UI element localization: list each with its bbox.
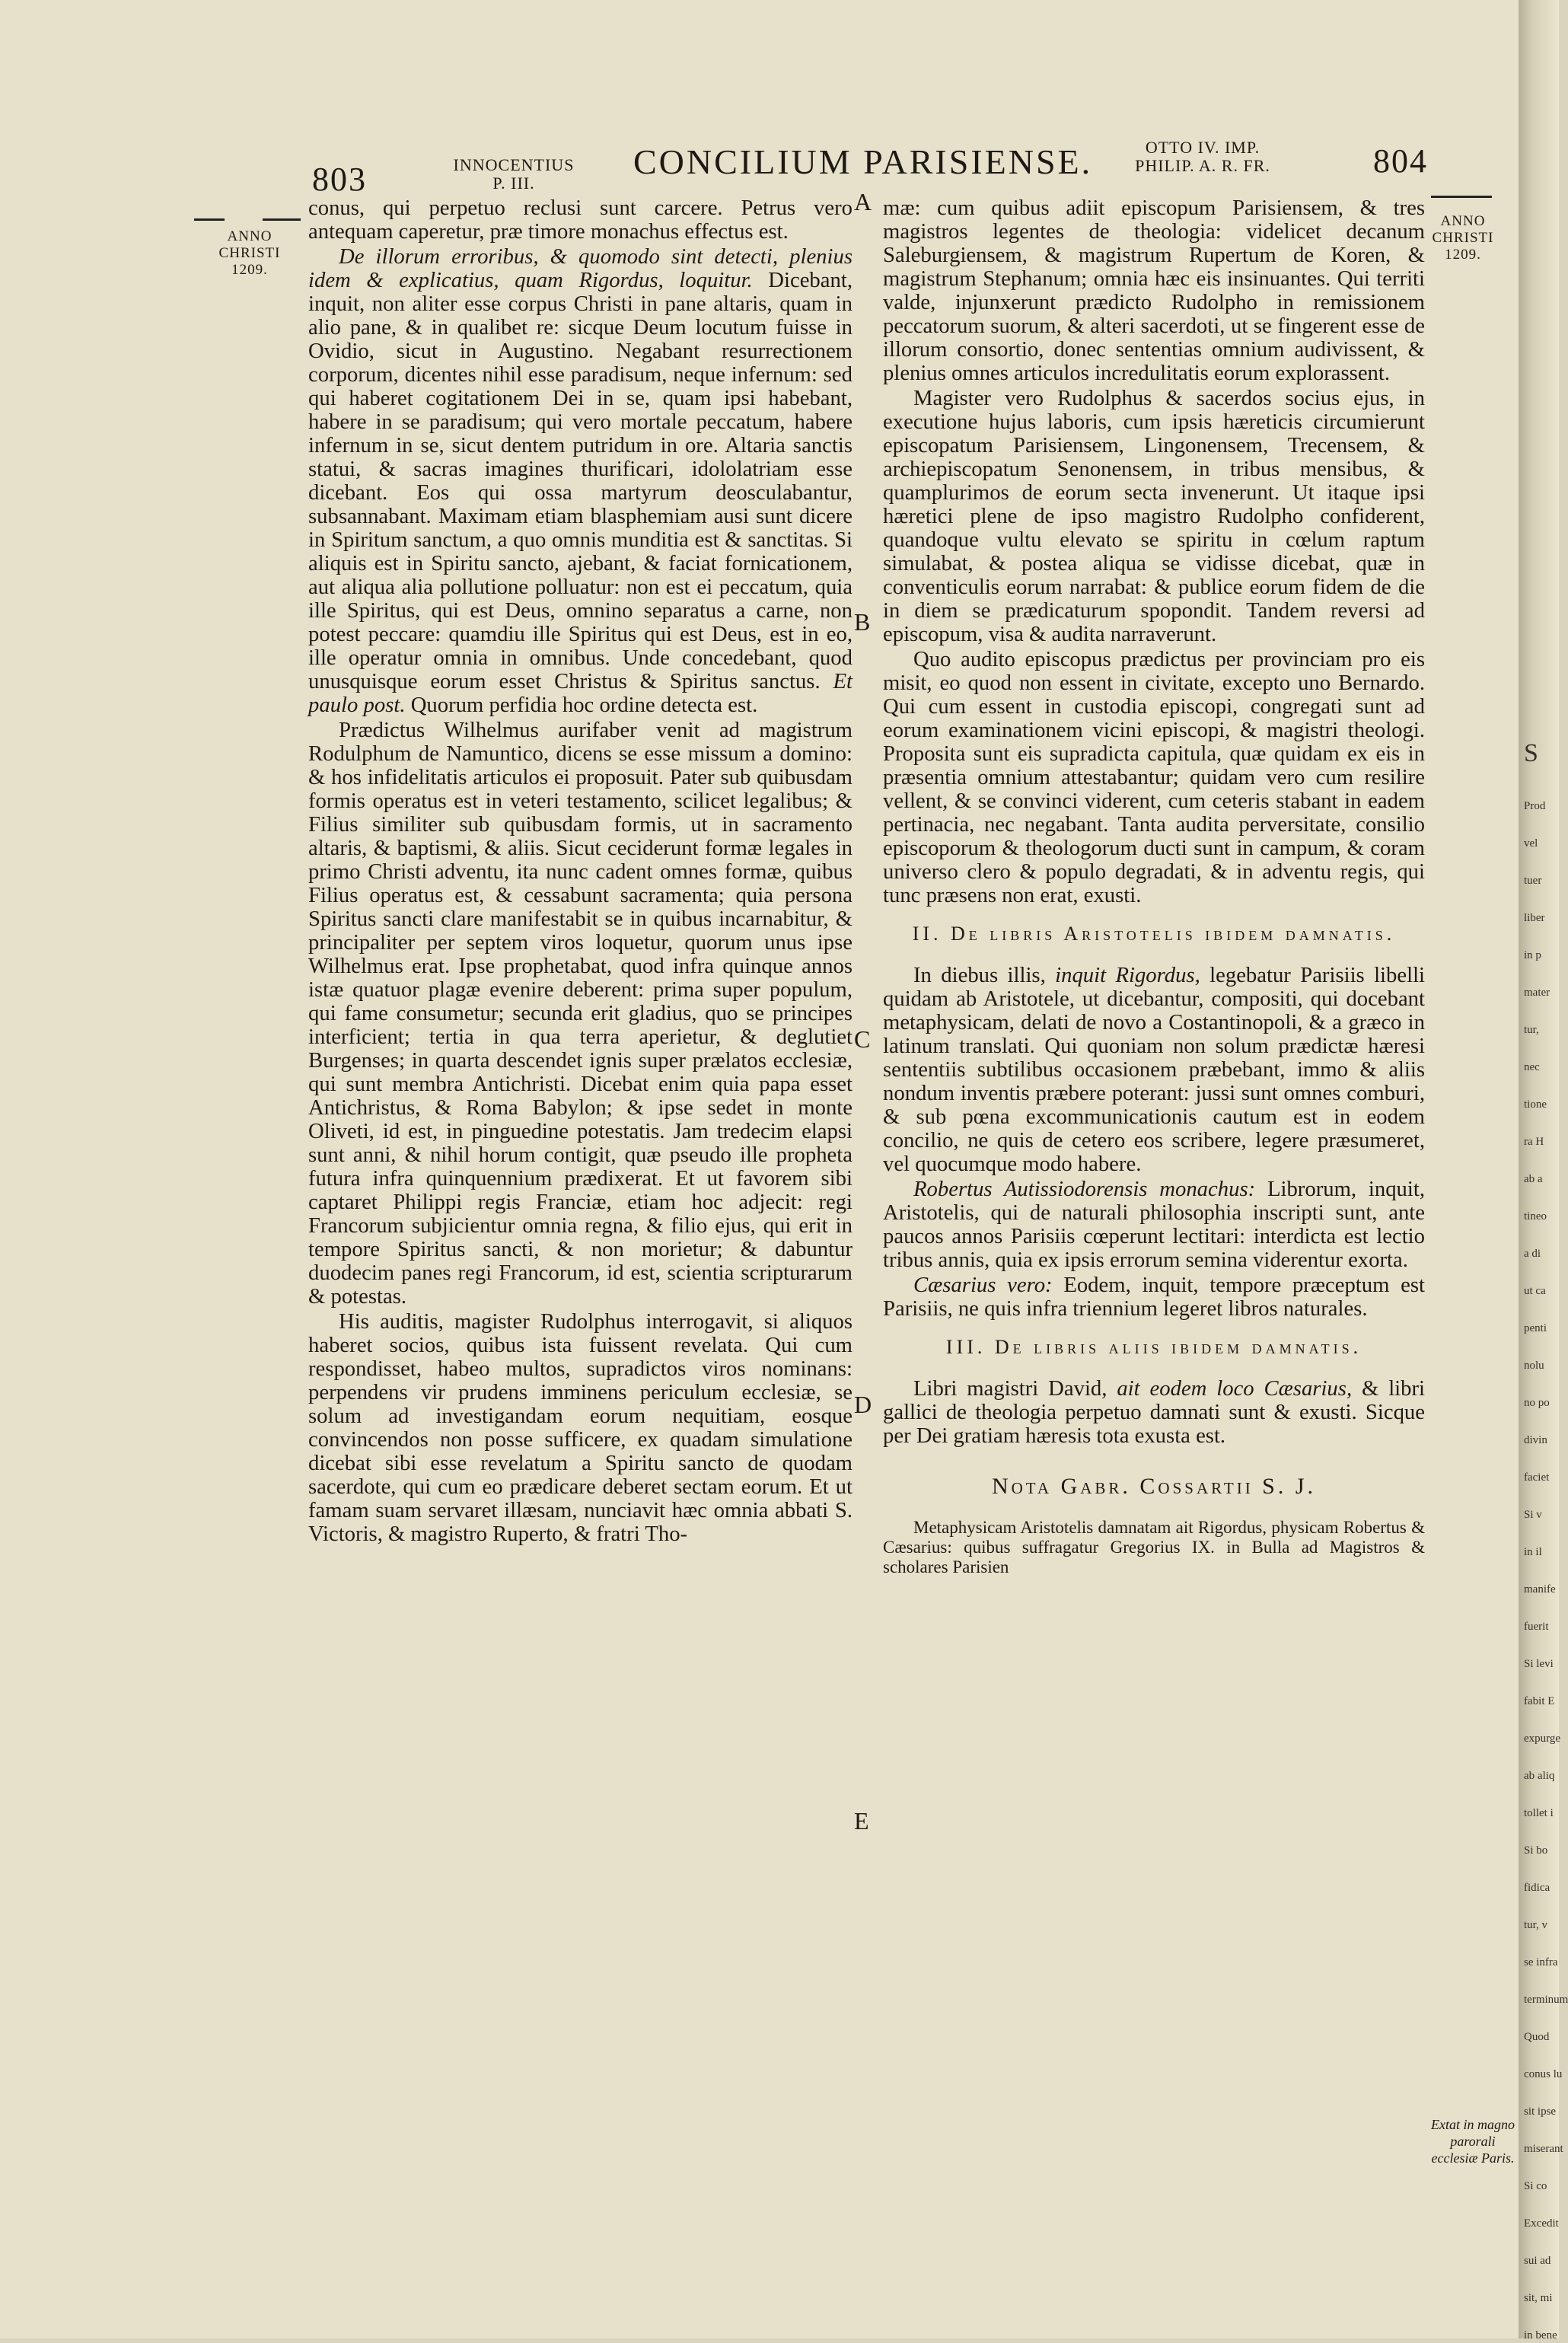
neighbor-fragment: sit ipse <box>1524 2106 1557 2118</box>
neighbor-fragment: tione <box>1524 1098 1547 1111</box>
nota-heading: Nota Gabr. Cossartii S. J. <box>991 1474 1317 1499</box>
neighbor-fragment: Quod <box>1524 2031 1550 2043</box>
right-p3: Quo audito episcopus prædictus per provinciam pro eis misit, eo quod non essent in civitate, excepto uno Bernardo. Qui cum essent in custodia episcopi, congregati sunt ad eorum examinationem vicini episcopi, & magistri theologi. Proposita sunt eis supradicta capitula, quæ quidam ex eis in præsentia omnium attestabantur; quidam vero cum resilire vellent, & se convinci viderent, cum ceteris stabant in eadem pertinacia, nec negabant. Tanta audita perversitate, consilio episcoporum & theologorum ducti sunt in campum, & coram universo clero & populo degradati, & in adventu regis, qui tunc præsens non erat, exusti. <box>883 647 1425 907</box>
neighbor-fragment: manife <box>1524 1583 1556 1595</box>
neighbor-fragment: Si bo <box>1524 1844 1548 1857</box>
right-p4-italic: inquit Rigordus, <box>1055 963 1200 987</box>
running-head-right <box>1111 139 1294 175</box>
neighbor-fragment: in bene <box>1524 2329 1557 2341</box>
right-p4-b: legebatur Parisiis libelli quidam ab Aristotele, ut dicebantur, compositi, qui docebant metaphysicam, delati de novo a Costantinopoli, & a græco in latinum translati. Qui quoniam non solum prædictæ hæresi sententiis subtilibus occasionem præbebant, immo & aliis nondum inventis præbere poterant: jussi sunt omnes comburi, & sub pœna excommunicationis cautum est in eodem concilio, ne quis de cetero eos scribere, legere præsumeret, vel quocumque modo habere. <box>883 963 1426 1176</box>
right-p7-b: & libri gallici de theologia perpetuo damnati sunt & exusti. Sicque per Dei gratiam hæresis tota exusta est. <box>883 1376 1426 1448</box>
right-p5-italic: Robertus Autissiodorensis monachus: <box>913 1177 1256 1201</box>
right-p4 <box>883 964 1425 1176</box>
neighbor-fragment: Si levi <box>1524 1658 1554 1670</box>
running-head-left-line2: P. III. <box>492 174 535 193</box>
right-p4-a: In diebus illis, <box>913 963 1046 987</box>
section-mark-c: C <box>854 1025 871 1053</box>
right-p5 <box>883 1178 1425 1272</box>
right-p1: mæ: cum quibus adiit episcopum Parisiensem, & tres magistros legentes de theologia: videlicet decanum Saleburgiensem, & magistrum Rupertum de Koren, & magistrum Stephanum; omnia hæc eis insinuantes. Qui territi valde, injunxerunt prædicto Rudolpho in remissionem peccatorum suorum, & alteri sacerdoti, ut se fingerent esse de illorum consortio, donec sententias omnium audivissent, & plenius omnes articulos incredulitatis eorum explorassent. <box>883 196 1425 385</box>
anno-left-label: ANNO <box>227 228 272 244</box>
neighbor-fragment: nec <box>1524 1061 1540 1073</box>
right-p6 <box>883 1274 1425 1321</box>
section-mark-d: D <box>854 1391 872 1418</box>
neighbor-fragment: faciet <box>1524 1471 1550 1484</box>
left-p2-text: Dicebant, inquit, non aliter esse corpus Christi in pane altaris, quam in alio pane, & in qualibet re: sicque Deum locutum fuisse in Ovidio, sicut in Augustino. Negabant resurrectionem corporum, dicentes nihil esse paradisum, neque infernum: sed qui haberet cogitationem Dei in se, quam ipsi habebant, habere in se paradisum; qui vero mortale peccatum, habere infernum in se, sicut dentem putridum in ore. Altaria sanctis statui, & sacras imagines thurificari, idololatriam esse dicebant. Eos qui ossa martyrum deosculabantur, subsannabant. Maximam etiam blasphemiam ausi sunt dicere in Spiritum sanctum, a quo omnis munditia est & sanctitas. Si aliquis est in Spiritu sancto, ajebant, & faciat fornicationem, aut aliqua alia pollutione polluatur: non est ei peccatum, quia ille Spiritus, qui est Deus, omnino separatus a carne, non potest peccare: quamdiu ille Spiritus qui est Deus, est in eo, ille operatur omnia in omnibus. Unde concedebant, quod unusquisque eorum esset Christus & Spiritus sanctus. <box>308 268 853 693</box>
margin-note: Extat in magno parorali ecclesiæ Paris. <box>1431 2117 1515 2166</box>
page-number-right: 804 <box>1373 142 1428 180</box>
neighbor-fragment: no po <box>1524 1397 1550 1409</box>
neighbor-fragment: tur, v <box>1524 1919 1548 1931</box>
right-p6-italic: Cæsarius vero: <box>913 1273 1053 1297</box>
right-p6-text: Eodem, inquit, tempore præceptum est Parisiis, ne quis infra triennium legeret libros naturales. <box>883 1273 1426 1321</box>
anno-left-christi: CHRISTI <box>218 245 281 261</box>
header-rule-left <box>194 218 225 221</box>
neighbor-fragment: se infra <box>1524 1956 1558 1968</box>
header-rule-left-2 <box>263 218 301 221</box>
left-p4: His auditis, magister Rudolphus interrogavit, si aliquos haberet socios, quibus ista fuissent revelata. Qui cum respondisset, habeo multos, supradictos viros nominans: perpendens vir prudens imminens periculum ecclesiæ, se solum ad investigandam eorum nequitiam, eosque convincendos non posse sufficere, ex quadam simulatione dicebat sibi esse revelatum a Spiritu sancto de quodam sacerdote, qui cum eo prædicare deberet sectam eorum. Et ut famam suam servaret illæsam, nunciavit hæc omnia abbati S. Victoris, & magistro Ruperto, & fratri Tho- <box>308 1309 853 1546</box>
left-p3: Prædictus Wilhelmus aurifaber venit ad magistrum Rodulphum de Namuntico, dicens se esse missum a domino: & hos infidelitatis articulos ei proposuit. Pater sub quibusdam formis operatus est in veteri testamento, scilicet legalibus; & Filius similiter sub quibusdam formis, ut in sacramento altaris, & baptismi, & aliis. Sicut ceciderunt formæ legales in primo Christi adventu, ita nunc cadent omnes formæ, quibus Filius operatus est, & cessabunt sacramenta; quia persona Spiritus sancti clare manifestabit se in quibus incarnabitur, & principaliter per septem viros loquetur, quorum unus ipse Wilhelmus erat. Ipse prophetabat, quod infra quinque annos istæ quatuor plagæ evenire deberent: prima super populum, qui fame consumetur; secunda erit gladius, quo se principes interficient; tertia in qua terra aperietur, & deglutiet Burgenses; in quarta descendet ignis super prælatos ecclesiæ, qui sunt membra Antichristi. Dicebat enim quia papa esset Antichristus, & Roma Babylon; & ipse sedet in monte Oliveti, id est, in pinguedine potestatis. Jam tredecim elapsi sunt anni, & nihil horum contigit, quæ pseudo ille propheta futura infra quinquennium prædixerat. Et ut favorem sibi captaret Philippi regis Franciæ, etiam hoc adjecit: regi Francorum subjicientur omnia regna, & filio ejus, qui erit in tempore Spiritus sancti, & non morietur; & dabuntur duodecim panes regi Francorum, id est, scientia scripturarum & potestas. <box>308 718 853 1309</box>
neighbor-fragment: sui ad <box>1524 2255 1551 2267</box>
neighbor-fragment: ra H <box>1524 1136 1544 1148</box>
neighbor-fragment: fuerit <box>1524 1621 1549 1633</box>
section-mark-b: B <box>854 608 871 636</box>
neighbor-fragment: Si v <box>1524 1509 1542 1521</box>
page-number-left: 803 <box>312 161 367 198</box>
neighbor-fragment: divin <box>1524 1434 1547 1446</box>
right-p5-text: Librorum, inquit, Aristotelis, qui de naturali philosophia inscripti sunt, ante paucos annos Parisiis cœperunt lectitari: interdicta est lectio tribus annis, quia ex ipsis errorum semina viderentur exorta. <box>883 1177 1425 1272</box>
running-head-right-line1: OTTO IV. IMP. <box>1145 138 1260 157</box>
neighbor-fragment: a di <box>1524 1248 1541 1260</box>
right-p2: Magister vero Rudolphus & sacerdos socius ejus, in executione hujus laboris, cum ipsis hæreticis circumierunt episcopatum Parisiensem, Lingonensem, Trecensem, & archiepiscopatum Senonensem, in tribus mensibus, & quamplurimos de eorum secta invenerunt. Ut itaque ipsi hæretici plene de ipso magistro Rudolpho confiderent, quandoque vultu elevato se spiritu in cœlum raptum simulabat, & postea aliqua se vidisse dicebat, quæ in conventiculis eorum narrabat: & publice eorum fidem de die in diem se prædicaturum spopondit. Tandem reversi ad episcopum, visa & audita narraverunt. <box>883 386 1425 646</box>
neighbor-fragment: miserant <box>1524 2143 1563 2155</box>
section-mark-a: A <box>854 188 872 215</box>
anno-right-label: ANNO <box>1440 213 1486 229</box>
neighbor-fragment: Si co <box>1524 2180 1547 2192</box>
neighbor-fragment: S <box>1524 739 1538 767</box>
section-heading-iii: III. De libris aliis ibidem damnatis. <box>945 1336 1362 1358</box>
anno-christi-right <box>1425 213 1501 263</box>
neighbor-fragment: tur, <box>1524 1024 1539 1036</box>
neighbor-fragment: vel <box>1524 837 1538 850</box>
neighbor-fragment: mater <box>1524 987 1550 999</box>
page-title: CONCILIUM PARISIENSE. <box>633 142 1093 181</box>
section-mark-e: E <box>854 1807 869 1835</box>
running-head-right-line2: PHILIP. A. R. FR. <box>1135 156 1270 175</box>
neighbor-fragment: in il <box>1524 1546 1542 1558</box>
nota-text: Metaphysicam Aristotelis damnatam ait Rigordus, physicam Robertus & Cæsarius: quibus suffragatur Gregorius IX. in Bulla ad Magistros & scholares Parisien <box>883 1518 1425 1576</box>
running-head-left-line1: INNOCENTIUS <box>453 155 575 174</box>
right-p7-a: Libri magistri David, <box>913 1376 1107 1401</box>
right-p7 <box>883 1377 1425 1448</box>
neighbor-fragment: ut ca <box>1524 1285 1546 1297</box>
neighbor-fragment: tollet i <box>1524 1807 1554 1819</box>
running-head-left <box>434 156 594 193</box>
neighbor-fragment: tineo <box>1524 1210 1547 1223</box>
left-p2-italic: De illorum erroribus, & quomodo sint detecti, plenius idem & explicatius, quam Rigordus, loquitur. <box>308 244 853 292</box>
anno-right-christi: CHRISTI <box>1432 230 1494 246</box>
right-column <box>883 196 1425 1579</box>
anno-left-year: 1209. <box>231 262 268 278</box>
neighbor-fragment: sit, mi <box>1524 2292 1553 2304</box>
section-heading-ii: II. De libris Aristotelis ibidem damnatis. <box>912 923 1396 945</box>
left-p2 <box>308 245 853 717</box>
neighbor-fragment: fabit E <box>1524 1695 1555 1707</box>
neighbor-fragment: in p <box>1524 949 1541 961</box>
neighbor-fragment: Prod <box>1524 800 1546 812</box>
neighbor-fragment: terminum <box>1524 1994 1568 2006</box>
left-p2-tail: Et paulo post. <box>308 669 853 717</box>
neighbor-fragment: Excedit <box>1524 2217 1559 2230</box>
neighbor-fragment: liber <box>1524 912 1545 924</box>
neighbor-fragment: expurge <box>1524 1733 1561 1745</box>
right-p7-italic: ait eodem loco Cæsarius, <box>1117 1376 1353 1401</box>
page-gutter <box>1519 0 1568 2338</box>
neighbor-fragment: ab aliq <box>1524 1770 1555 1782</box>
left-p2-end: Quorum perfidia hoc ordine detecta est. <box>410 693 758 717</box>
left-column <box>308 196 853 1548</box>
neighbor-fragment: penti <box>1524 1322 1547 1334</box>
left-p1: conus, qui perpetuo reclusi sunt carcere. Petrus vero antequam caperetur, præ timore monachus effectus est. <box>308 196 853 244</box>
neighbor-fragment: ab a <box>1524 1173 1543 1185</box>
neighbor-fragment: fidica <box>1524 1882 1550 1894</box>
anno-right-year: 1209. <box>1445 247 1481 263</box>
header-rule-right <box>1431 196 1492 198</box>
anno-christi-left <box>212 228 288 279</box>
neighbor-fragment: conus lu <box>1524 2068 1563 2080</box>
neighbor-fragment: nolu <box>1524 1360 1544 1372</box>
neighbor-fragment: tuer <box>1524 875 1542 887</box>
